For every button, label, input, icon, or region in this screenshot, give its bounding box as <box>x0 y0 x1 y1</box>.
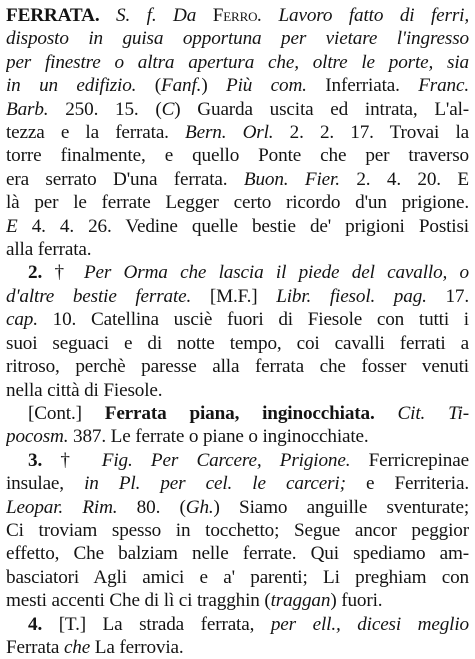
text-run: [T.] La strada ferrata, <box>42 613 271 635</box>
text-run: ) Guarda uscita ed intrata, L'al- <box>174 98 469 120</box>
text-run <box>100 5 117 26</box>
text-run: 17. <box>426 285 469 307</box>
text-run: Più com. <box>226 75 307 97</box>
entry-line <box>6 379 469 402</box>
text-run: FERRATA. <box>6 5 100 26</box>
text-run: alla ferrata. <box>6 239 92 261</box>
text-run: La ferrovia. <box>90 636 184 658</box>
text-run: per finestre o altra apertura che, oltre le porte, sia <box>6 51 469 73</box>
entry-line <box>6 144 469 167</box>
text-run: 250. 15. ( <box>48 98 162 120</box>
text-run: ( <box>136 75 162 97</box>
text-run: 387. Le ferrate o piane o inginocchiate. <box>68 426 369 448</box>
entry-line <box>6 74 469 97</box>
text-run: era serrato D'una ferrata. <box>6 168 244 190</box>
text-run: C <box>161 98 175 120</box>
text-run: effetto, Che balziam nelle ferrate. Qui spediamo am- <box>6 543 469 565</box>
entry-line <box>6 27 469 50</box>
entry-line <box>6 472 469 495</box>
entry-line <box>6 285 469 308</box>
text-run: † <box>42 262 84 284</box>
text-run: basciatori Agli amici e a' parenti; Li preghiam con <box>6 566 469 588</box>
text-run: Inferriata. <box>306 75 419 97</box>
entry-line <box>6 613 469 636</box>
entry-line <box>6 542 469 565</box>
text-run: suoi seguaci e di notte tempo, coi cavalli ferrati a <box>6 332 469 354</box>
text-run: d'altre bestie ferrate. <box>6 285 192 307</box>
entry-line <box>6 566 469 589</box>
text-run: nella città di Fiesole. <box>6 379 163 401</box>
text-run: tezza e la ferrata. <box>6 122 186 144</box>
entry-line <box>6 98 469 121</box>
entry-line <box>6 191 469 214</box>
text-run: Bern. Orl. <box>185 122 274 144</box>
text-run: traggan <box>270 590 331 612</box>
entry-line <box>6 238 469 261</box>
text-run: in un edifizio. <box>6 75 137 97</box>
text-run: Franc. <box>418 75 469 97</box>
text-run: Gh. <box>185 496 214 518</box>
text-run: pocosm. <box>6 426 69 448</box>
text-run: in Pl. per cel. le carceri; <box>84 473 346 495</box>
entry-line <box>6 332 469 355</box>
text-run: per ell., dicesi meglio <box>270 613 469 635</box>
text-run: [M.F.] <box>191 285 277 307</box>
text-run: ) Siamo anguille sventurate; <box>213 496 469 518</box>
text-run: ) fuori. <box>330 590 383 612</box>
text-run: Ferrata <box>6 636 64 658</box>
entry-line <box>6 215 469 238</box>
text-run: Libr. fiesol. pag. <box>276 285 427 307</box>
text-run: Fig. Per Carcere, Prigione. <box>101 449 351 471</box>
text-run: e Ferriteria. <box>345 473 469 495</box>
text-run: Buon. Fier. <box>243 168 340 190</box>
text-run: . Lavoro fatto di ferri, <box>257 5 469 26</box>
text-run: mesti accenti Che di lì ci tragghin ( <box>6 590 271 612</box>
entry-line <box>6 425 469 448</box>
text-run: Ferro <box>212 5 258 26</box>
entry-line <box>6 51 469 74</box>
text-run: ritroso, perchè paresse alla ferrata che fosser venuti <box>6 356 469 378</box>
text-run: Per Orma che lascia il piede del cavallo, o <box>83 262 469 284</box>
text-run <box>375 403 398 424</box>
text-run: [Cont.] <box>28 402 105 424</box>
text-run: 3. <box>28 449 43 471</box>
text-run: 80. ( <box>117 496 186 518</box>
text-run: 10. Catellina usciè fuori di Fiesole con tutti i <box>37 309 469 331</box>
entry-line <box>6 589 469 612</box>
text-run: disposto in guisa opportuna per vietare l'ingresso <box>6 28 469 50</box>
text-run: ) <box>201 75 227 97</box>
text-run: insulae, <box>6 473 85 495</box>
text-run: che <box>63 636 91 658</box>
text-run: 4. 4. 26. Vedine quelle bestie de' prigioni Postisi <box>17 215 469 237</box>
entry-line <box>6 496 469 519</box>
text-run: Fanf. <box>161 75 202 97</box>
entry-line <box>6 308 469 331</box>
entry-line <box>6 449 469 472</box>
text-run: Barb. <box>6 98 49 120</box>
text-run: Leopar. Rim. <box>6 496 118 518</box>
text-run: Ferricrepinae <box>350 449 469 471</box>
entry-line <box>6 402 469 425</box>
text-run: 2. 4. 20. E <box>339 168 469 190</box>
text-run: Cit. Ti- <box>397 402 469 424</box>
entry-line <box>6 168 469 191</box>
entry-line <box>6 355 469 378</box>
text-run: Ci troviam spesso in tocchetto; Segue ancor peggior <box>6 519 469 541</box>
text-run: 2. 2. 17. Trovai la <box>273 122 469 144</box>
entry-line <box>6 121 469 144</box>
text-run: cap. <box>6 309 38 331</box>
text-run: 2. <box>28 262 43 284</box>
text-run: S. f. Da <box>116 5 213 26</box>
text-run: † <box>42 449 102 471</box>
text-run: là per le ferrate Legger certo ricordo d'un prigione. <box>6 192 469 214</box>
entry-line <box>6 519 469 542</box>
entry-line <box>6 4 469 27</box>
entry-line <box>6 636 469 659</box>
text-run: 4. <box>28 613 43 635</box>
text-run: Ferrata piana, inginocchiata. <box>104 402 375 424</box>
text-run: torre finalmente, e quello Ponte che per traverso <box>6 145 469 167</box>
text-run: E <box>6 215 18 237</box>
entry-line <box>6 261 469 284</box>
